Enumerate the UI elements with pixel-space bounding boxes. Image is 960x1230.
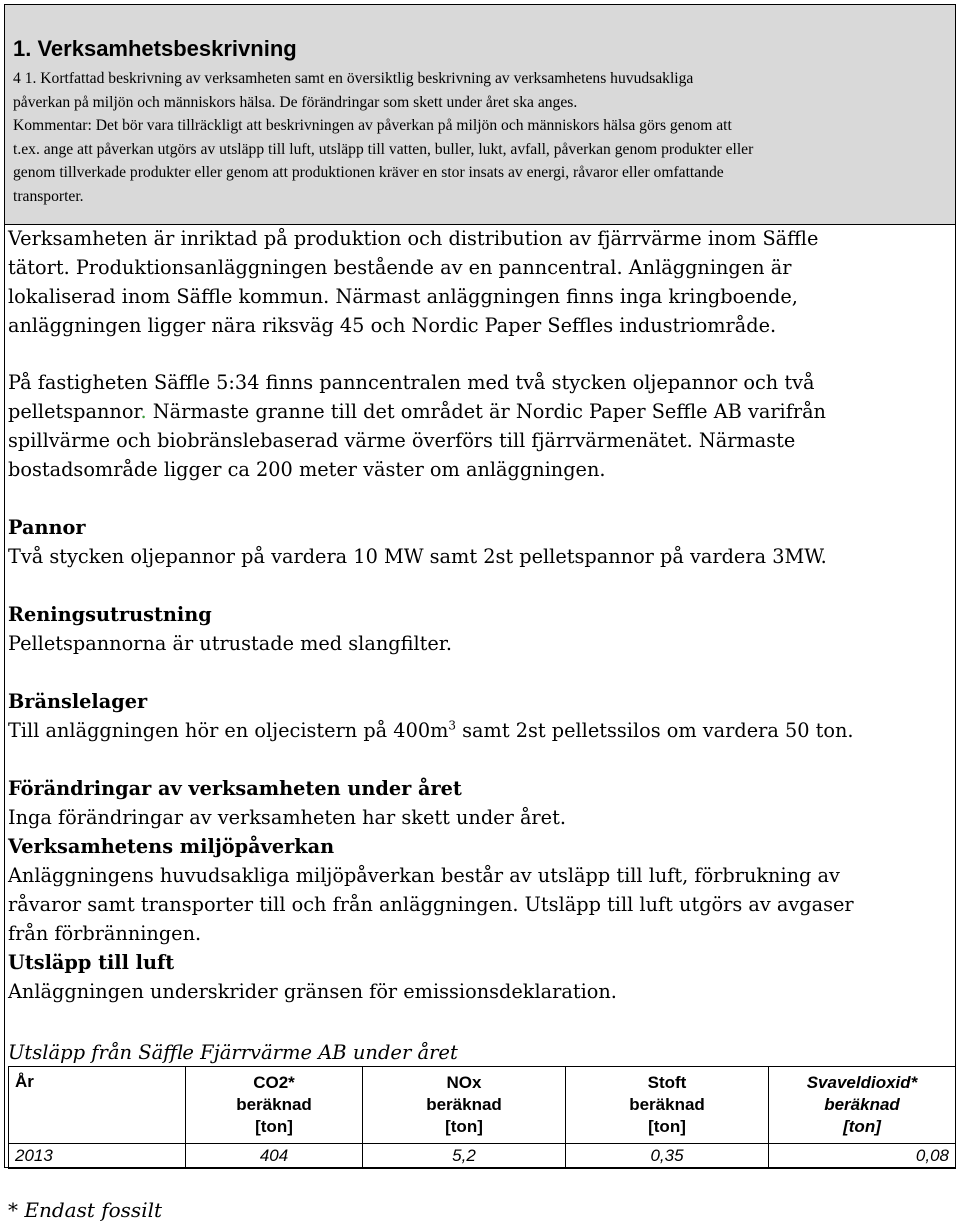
- spacer: [8, 484, 948, 513]
- paragraph-line: Anläggningens huvudsakliga miljöpåverkan består av utsläpp till luft, förbrukning av: [8, 864, 840, 887]
- paragraph-line: På fastigheten Säffle 5:34 finns panncentralen med två stycken oljepannor och två: [8, 371, 815, 394]
- text-run: pelletspannor: [8, 400, 141, 423]
- section-title: 1. Verksamhetsbeskrivning: [13, 36, 297, 61]
- instruction-box: [5, 5, 955, 225]
- instruction-line: transporter.: [13, 187, 84, 205]
- text-run: Till anläggningen hör en oljecistern på 400m: [8, 719, 449, 742]
- column-header-stoft: [566, 1067, 769, 1144]
- spacer: [8, 658, 948, 687]
- instruction-line: Kommentar: Det bör vara tillräckligt att beskrivningen av påverkan på miljön och människors hälsa görs genom att: [13, 117, 732, 134]
- column-header-svaveldioxid: [769, 1067, 956, 1144]
- pannor-text: Två stycken oljepannor på vardera 10 MW samt 2st pelletspannor på vardera 3MW.: [8, 545, 827, 568]
- instruction-line: genom tillverkade produkter eller genom att produktionen kräver en stor insats av energi, råvaror eller omfattande: [13, 164, 724, 181]
- header-line: beräknad: [824, 1095, 900, 1114]
- heading-reningsutrustning: Reningsutrustning: [8, 603, 212, 626]
- text-run: Närmaste granne till det området är Nordic Paper Seffle AB varifrån: [146, 400, 826, 423]
- heading-branslelager: Bränslelager: [8, 690, 148, 713]
- utslapp-text: Anläggningen underskrider gränsen för emissionsdeklaration.: [8, 980, 617, 1003]
- text-run: samt 2st pelletssilos om vardera 50 ton.: [456, 719, 854, 742]
- paragraph-line: lokaliserad inom Säffle kommun. Närmast anläggningen finns inga kringboende,: [8, 285, 798, 308]
- paragraph-line: [8, 397, 948, 426]
- spacer: [8, 745, 948, 774]
- superscript: 3: [448, 718, 457, 733]
- forandringar-text: Inga förändringar av verksamheten har skett under året.: [8, 806, 566, 829]
- spacer: [8, 340, 948, 368]
- table-cell: 2013: [9, 1144, 186, 1169]
- header-line: beräknad: [236, 1095, 312, 1114]
- paragraph-line: spillvärme och biobränslebaserad värme överförs till fjärrvärmenätet. Närmaste: [8, 429, 796, 452]
- paragraph-line: anläggningen ligger nära riksväg 45 och Nordic Paper Seffles industriområde.: [8, 314, 777, 337]
- heading-utslapp: Utsläpp till luft: [8, 951, 175, 974]
- emissions-table: [8, 1066, 956, 1169]
- column-header-co2: [186, 1067, 363, 1144]
- instruction-line: t.ex. ange att påverkan utgörs av utsläpp till luft, utsläpp till vatten, buller, lukt, avfall, påverkan genom produkter eller: [13, 140, 754, 158]
- spacer: [8, 571, 948, 600]
- header-line: beräknad: [426, 1095, 502, 1114]
- paragraph-line: tätort. Produktionsanläggningen bestående av en panncentral. Anläggningen är: [8, 256, 792, 279]
- paragraph-line: från förbränningen.: [8, 922, 202, 945]
- paragraph-line: Verksamheten är inriktad på produktion och distribution av fjärrvärme inom Säffle: [8, 227, 819, 250]
- header-line: Svaveldioxid*: [806, 1073, 918, 1092]
- colored-period: .: [140, 400, 147, 423]
- table-cell: 0,08: [769, 1144, 956, 1169]
- header-line: [ton]: [843, 1117, 881, 1136]
- footnote: * Endast fossilt: [8, 1198, 163, 1222]
- header-line: CO2*: [253, 1073, 295, 1092]
- header-line: NOx: [446, 1073, 482, 1092]
- header-line: År: [15, 1072, 34, 1091]
- heading-forandringar: Förändringar av verksamheten under året: [8, 777, 462, 800]
- table-header-row: [9, 1067, 956, 1144]
- header-line: [ton]: [255, 1117, 293, 1136]
- instruction-text: [13, 67, 947, 208]
- table-row: [9, 1144, 956, 1169]
- table-cell: 404: [186, 1144, 363, 1169]
- paragraph-line: bostadsområde ligger ca 200 meter väster om anläggningen.: [8, 458, 606, 481]
- header-line: [ton]: [648, 1117, 686, 1136]
- instruction-line: påverkan på miljön och människors hälsa. De förändringar som skett under året ska anges.: [13, 93, 578, 111]
- branslelager-text: [8, 716, 948, 745]
- header-line: [ton]: [445, 1117, 483, 1136]
- paragraph-line: råvaror samt transporter till och från anläggningen. Utsläpp till luft utgörs av avgaser: [8, 893, 854, 916]
- description-body: [8, 224, 948, 1006]
- heading-pannor: Pannor: [8, 516, 86, 539]
- table-cell: 5,2: [363, 1144, 566, 1169]
- column-header-year: [9, 1067, 186, 1144]
- table-cell: 0,35: [566, 1144, 769, 1169]
- header-line: beräknad: [629, 1095, 705, 1114]
- instruction-line: 4 1. Kortfattad beskrivning av verksamheten samt en översiktlig beskrivning av verksamhetens huvudsakliga: [13, 70, 694, 87]
- table-caption: Utsläpp från Säffle Fjärrvärme AB under året: [8, 1041, 458, 1064]
- reningsutrustning-text: Pelletspannorna är utrustade med slangfilter.: [8, 632, 453, 655]
- column-header-nox: [363, 1067, 566, 1144]
- header-line: Stoft: [647, 1073, 687, 1092]
- heading-miljopaverkan: Verksamhetens miljöpåverkan: [8, 835, 335, 858]
